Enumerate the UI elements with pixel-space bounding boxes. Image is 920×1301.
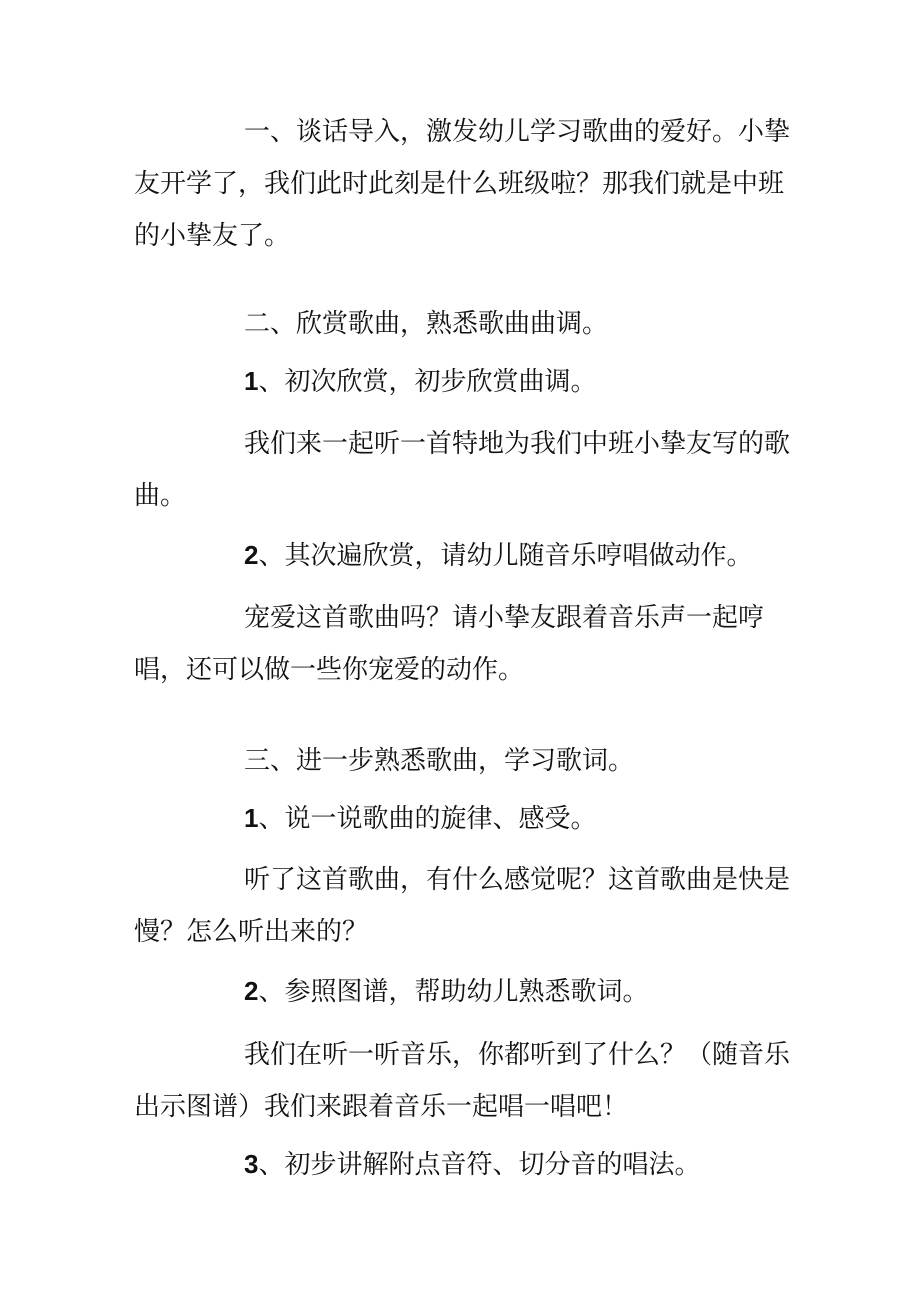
item-number: 3 xyxy=(244,1149,259,1179)
paragraph-intro xyxy=(134,106,794,262)
paragraph-text: 听了这首歌曲，有什么感觉呢？这首歌曲是快是慢？怎么听出来的？ xyxy=(134,865,791,947)
paragraph-text: 、参照图谱，帮助幼儿熟悉歌词。 xyxy=(258,977,649,1007)
item-number: 2 xyxy=(244,540,259,570)
item-number: 2 xyxy=(244,976,259,1006)
paragraph-item-2-2 xyxy=(134,529,794,582)
paragraph-text: 三、进一步熟悉歌曲，学习歌词。 xyxy=(244,746,635,776)
paragraph-item-2-1 xyxy=(134,355,794,408)
item-number: 1 xyxy=(244,366,259,396)
paragraph-listen xyxy=(134,418,794,522)
item-number: 1 xyxy=(244,803,259,833)
paragraph-hum xyxy=(134,592,794,696)
paragraph-text: 宠爱这首歌曲吗？请小挚友跟着音乐声一起哼唱，还可以做一些你宠爱的动作。 xyxy=(134,603,765,685)
paragraph-text: 二、欣赏歌曲，熟悉歌曲曲调。 xyxy=(244,309,609,339)
paragraph-text: 、其次遍欣赏，请幼儿随音乐哼唱做动作。 xyxy=(258,541,753,571)
paragraph-music xyxy=(134,1029,794,1133)
paragraph-text: 一、谈话导入，激发幼儿学习歌曲的爱好。小挚友开学了，我们此时此刻是什么班级啦？那我们就是中班的小挚友了。 xyxy=(134,117,791,251)
paragraph-item-3-3 xyxy=(134,1138,794,1191)
paragraph-feeling xyxy=(134,854,794,958)
paragraph-text: 、初次欣赏，初步欣赏曲调。 xyxy=(258,367,597,397)
paragraph-text: 、说一说歌曲的旋律、感受。 xyxy=(258,804,597,834)
paragraph-text: 我们在听一听音乐，你都听到了什么？（随音乐出示图谱）我们来跟着音乐一起唱一唱吧！ xyxy=(134,1040,791,1122)
paragraph-section-3 xyxy=(134,735,794,787)
paragraph-item-3-1 xyxy=(134,792,794,845)
paragraph-section-2 xyxy=(134,298,794,350)
paragraph-text: 、初步讲解附点音符、切分音的唱法。 xyxy=(258,1150,701,1180)
paragraph-item-3-2 xyxy=(134,965,794,1018)
paragraph-text: 我们来一起听一首特地为我们中班小挚友写的歌曲。 xyxy=(134,429,791,511)
